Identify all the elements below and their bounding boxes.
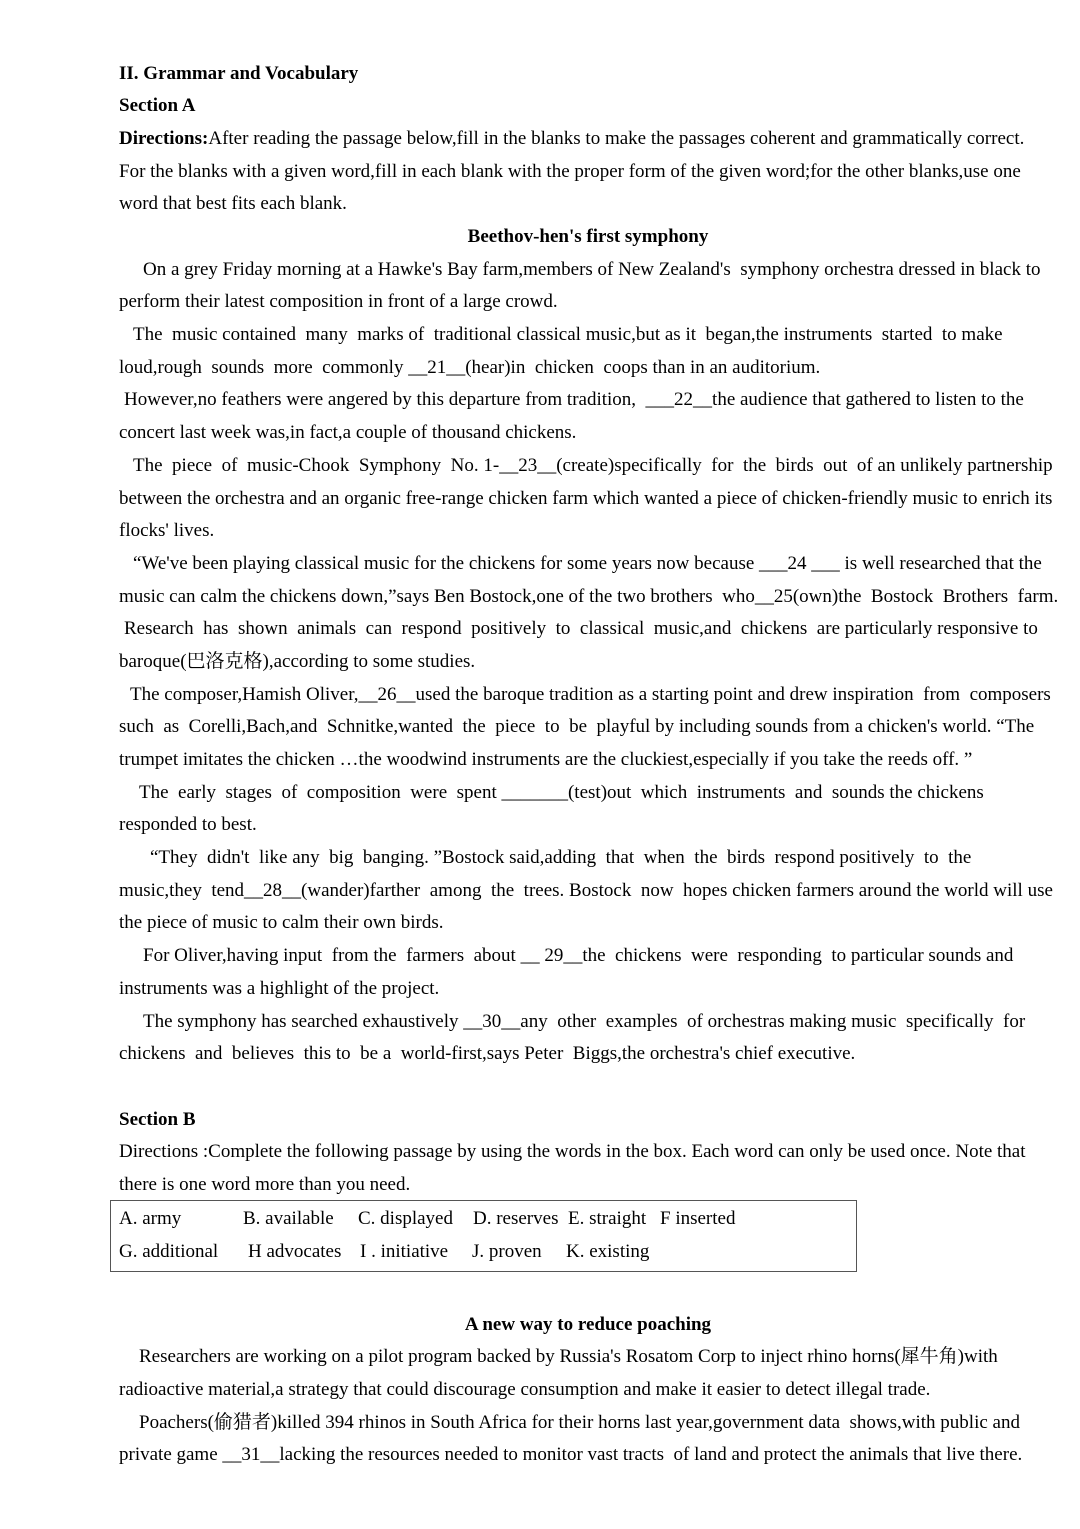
passage-line: music,they tend__28__(wander)farther among the trees. Bostock now hopes chicken farmers around the world will use [119, 879, 1053, 901]
passage-line: For Oliver,having input from the farmers about __ 29__the chickens were responding to particular sounds and [143, 945, 1014, 967]
passage-title: Beethov-hen's first symphony [467, 226, 709, 248]
passage-line: baroque(巴洛克格),according to some studies. [119, 650, 476, 672]
word-option: G. additional [119, 1240, 219, 1262]
part-heading: II. Grammar and Vocabulary [119, 62, 359, 84]
passage-line: perform their latest composition in front of a large crowd. [119, 291, 558, 313]
word-option: I . initiative [360, 1240, 449, 1262]
directions-label: Directions: [119, 127, 209, 149]
section-b-passage [119, 1309, 1057, 1472]
passage-title: A new way to reduce poaching [464, 1313, 712, 1335]
passage-line: “They didn't like any big banging. ”Bostock said,adding that when the birds respond positively to the [150, 847, 972, 869]
passage-line: concert last week was,in fact,a couple of thousand chickens. [119, 422, 577, 444]
passage-line: private game __31__lacking the resources needed to monitor vast tracts of land and protect the animals that live there. [119, 1444, 1023, 1466]
directions-line [119, 123, 1057, 156]
passage-line: between the orchestra and an organic free-range chicken farm which wanted a piece of chicken-friendly music to enrich its [119, 487, 1053, 509]
word-box-row [111, 1236, 856, 1269]
passage-line: Poachers(偷猎者)killed 394 rhinos in South Africa for their horns last year,government data shows,with public and [139, 1411, 1020, 1433]
section-b-title: Section B [119, 1108, 196, 1130]
passage-line: “We've been playing classical music for the chickens for some years now because ___24 ___ is well researched that the [133, 552, 1042, 574]
passage-line: However,no feathers were angered by this departure from tradition, ___22__the audience that gathered to listen to the [124, 389, 1024, 411]
passage-line: responded to best. [119, 814, 257, 836]
passage-line: The music contained many marks of traditional classical music,but as it began,the instruments started to make [133, 324, 1003, 346]
passage-line: loud,rough sounds more commonly __21__(hear)in chicken coops than in an auditorium. [119, 356, 821, 378]
passage-line: flocks' lives. [119, 520, 215, 542]
directions-line: For the blanks with a given word,fill in each blank with the proper form of the given word;for the other blanks,use one [119, 160, 1021, 182]
passage-line: such as Corelli,Bach,and Schnitke,wanted the piece to be playful by including sounds from a chicken's world. “The [119, 716, 1035, 738]
passage-line: music can calm the chickens down,”says Ben Bostock,one of the two brothers who__25(own)the Bostock Brothers farm. [119, 585, 1059, 607]
word-option: J. proven [472, 1240, 542, 1262]
section-a [119, 58, 1057, 1071]
passage-line: On a grey Friday morning at a Hawke's Bay farm,members of New Zealand's symphony orchestra dressed in black to [143, 258, 1041, 280]
directions-text: After reading the passage below,fill in the blanks to make the passages coherent and grammatically correct. [208, 127, 1025, 149]
word-box [110, 1200, 857, 1272]
passage-line: instruments was a highlight of the project. [119, 977, 440, 999]
section-b [119, 1104, 1057, 1202]
passage-line: Researchers are working on a pilot program backed by Russia's Rosatom Corp to inject rhino horns(犀牛角)with [139, 1346, 998, 1368]
passage-line: chickens and believes this to be a world-first,says Peter Biggs,the orchestra's chief executive. [119, 1043, 856, 1065]
directions-line: word that best fits each blank. [119, 193, 347, 215]
passage-line: trumpet imitates the chicken …the woodwind instruments are the cluckiest,especially if you take the reeds off. ” [119, 749, 973, 771]
passage-line: The early stages of composition were spent _______(test)out which instruments and sounds the chickens [139, 781, 984, 803]
word-option: E. straight [568, 1208, 647, 1229]
passage-line: The symphony has searched exhaustively __30__any other examples of orchestras making music specifically for [143, 1010, 1026, 1032]
word-option: H advocates [248, 1240, 342, 1262]
passage-line: radioactive material,a strategy that could discourage consumption and make it easier to detect illegal trade. [119, 1378, 931, 1400]
word-option: A. army [119, 1208, 182, 1229]
passage-line: The piece of music-Chook Symphony No. 1-__23__(create)specifically for the birds out of an unlikely partnership [133, 454, 1053, 476]
word-option: B. available [243, 1208, 334, 1229]
word-option: C. displayed [358, 1208, 453, 1229]
word-option: F inserted [660, 1208, 736, 1229]
word-option: D. reserves [473, 1208, 559, 1229]
directions-line: Directions :Complete the following passage by using the words in the box. Each word can only be used once. Note that [119, 1141, 1026, 1163]
passage-line: the piece of music to calm their own birds. [119, 912, 444, 934]
directions-line: there is one word more than you need. [119, 1173, 411, 1195]
word-box-row [111, 1203, 856, 1236]
section-a-title: Section A [119, 95, 196, 117]
word-option: K. existing [566, 1240, 650, 1262]
passage-line: Research has shown animals can respond positively to classical music,and chickens are particularly responsive to [124, 618, 1038, 640]
passage-line: The composer,Hamish Oliver,__26__used the baroque tradition as a starting point and drew inspiration from composers [130, 683, 1051, 705]
